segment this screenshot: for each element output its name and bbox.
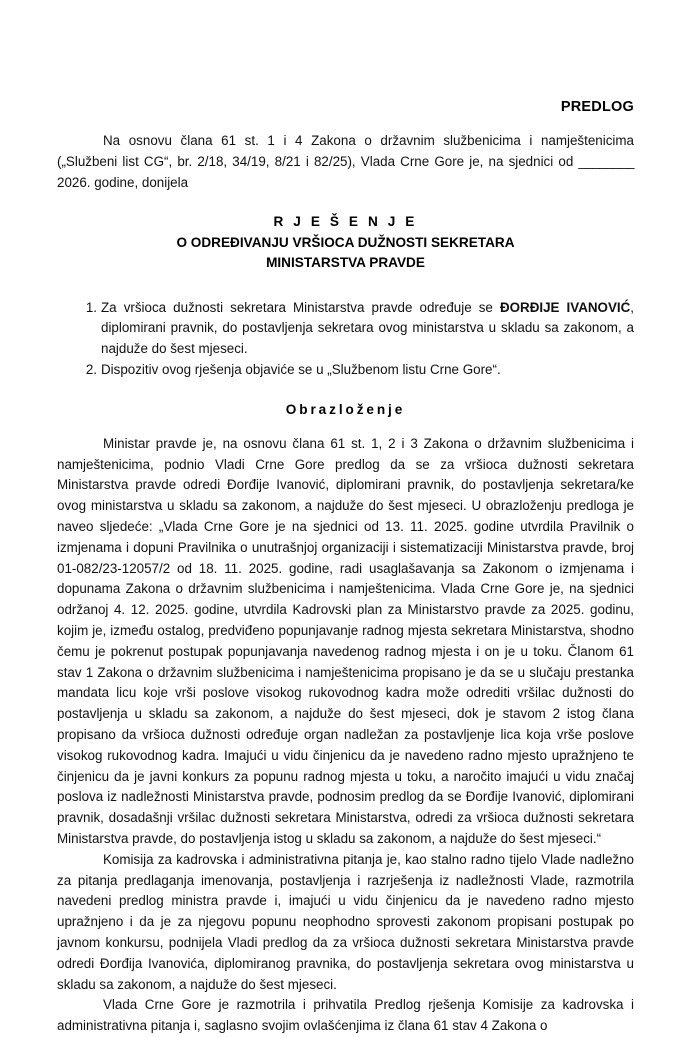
- title-line-rjesenje: R J E Š E N J E: [273, 214, 418, 230]
- predlog-header-row: [0, 98, 634, 116]
- title-line-ministry: MINISTARSTVA PRAVDE: [266, 255, 425, 271]
- explanation-body: [57, 434, 634, 1037]
- item-text-after: , diplomirani pravnik, do postavljenja sekretara ovog ministarstva u skladu sa zakonom, a najduže do šest mjeseci.: [101, 299, 635, 357]
- document-title-block: [57, 212, 634, 273]
- list-item: [101, 298, 634, 360]
- title-line-subject: O ODREĐIVANJU VRŠIOCA DUŽNOSTI SEKRETARA: [176, 234, 515, 250]
- dispositive-list: [57, 298, 634, 381]
- document-content: [57, 131, 634, 1037]
- explanation-paragraph: Vlada Crne Gore je razmotrila i prihvatila Predlog rješenja Komisije za kadrovska i administrativna pitanja i, saglasno svojim ovlašćenjima iz člana 61 stav 4 Zakona o: [57, 997, 634, 1034]
- explanation-heading: Obrazloženje: [285, 401, 406, 417]
- preamble-paragraph: [57, 131, 634, 193]
- date-blank-field[interactable]: ________: [578, 153, 634, 169]
- explanation-paragraph: Ministar pravde je, na osnovu člana 61 st. 1, 2 i 3 Zakona o državnim službenicima i namještenicima, podnio Vladi Crne Gore predlog da se za vršioca dužnosti sekretara Ministarstva pravde odredi Đorđije Ivanović, diplomirani pravnik, do postavljenja sekretara/ke ovog ministarstva u skladu sa zakonom, a najduže do šest mjeseci. U obrazloženju predloga je naveo sljedeće: „Vlada Crne Gore je na sjednici od 13. 11. 2025. godine utvrdila Pravilnik o izmjenama i dopuni Pravilnika o unutrašnjoj organizaciji i sistematizaciji Ministarstva pravde, broj 01-082/23-12057/2 od 18. 11. 2025. godine, radi usaglašavanja sa Zakonom o izmjenama i dopunama Zakona o državnim službenicima i namještenicima. Vlada Crne Gore je, na sjednici održanoj 4. 12. 2025. godine, utvrdila Kadrovski plan za Ministarstvo pravde za 2025. godinu, kojim je, između ostalog, predviđeno popunjavanje radnog mjesta sekretara Ministarstva, shodno čemu je pokrenut postupak popunjavanja navedenog radnog mjesta i on je u toku. Članom 61 stav 1 Zakona o državnim službenicima i namještenicima propisano je da se u slučaju prestanka mandata licu koje vrši poslove visokog rukovodnog kadra može odrediti vršilac dužnosti do postavljenja u skladu sa zakonom, a najduže do šest mjeseci, dok je stavom 2 istog člana propisano da vršioca dužnosti određuje organ nadležan za postavljenje lica koja vrše poslove visokog rukovodnog kadra. Imajući u vidu činjenicu da je navedeno radno mjesto upražnjeno te činjenicu da je javni konkurs za popunu radnog mjesta u toku, a naročito imajući u vidu značaj poslova iz nadležnosti Ministarstva pravde, podnosim predlog da se Đorđije Ivanović, diplomirani pravnik, dosadašnji vršilac dužnosti sekretara Ministarstva, odredi za vršioca dužnosti sekretara Ministarstva pravde, do postavljenja istog u skladu sa zakonom, a najduže do šest mjeseci.“: [57, 435, 634, 846]
- list-item: [101, 360, 634, 381]
- preamble-line-1: Na osnovu člana 61 st. 1 i 4 Zakona o državnim službenicima i namještenicima („Službeni list CG“, br. 2/18, 34/19, 8/21 i 82/25), Vlada Crne Gore je, na sjednici od: [57, 133, 634, 169]
- preamble-line-2: 2026. godine, donijela: [57, 174, 189, 190]
- item-text-before: Dispozitiv ovog rješenja objaviće se u „Službenom listu Crne Gore“.: [101, 362, 501, 377]
- item-text-before: Za vršioca dužnosti sekretara Ministarstva pravde određuje se: [101, 299, 500, 315]
- explanation-paragraph: Komisija za kadrovska i administrativna pitanja je, kao stalno radno tijelo Vlade nadležno za pitanja predlaganja imenovanja, postavljenja i razrješenja iz nadležnosti Vlade, razmotrila navedeni predlog ministra pravde i, imajući u vidu činjenicu da je navedeno radno mjesto upražnjeno i da je za njegovu popunu neophodno sprovesti zakonom propisani postupak po javnom konkursu, podnijela Vladi predlog da za vršioca dužnosti sekretara Ministarstva pravde odredi Đorđija Ivanovića, diplomiranog pravnika, do postavljenja sekretara ovog ministarstva u skladu sa zakonom, a najduže do šest mjeseci.: [57, 851, 634, 992]
- appointee-name: ĐORĐIJE IVANOVIĆ: [499, 299, 631, 315]
- predlog-label: PREDLOG: [560, 99, 634, 115]
